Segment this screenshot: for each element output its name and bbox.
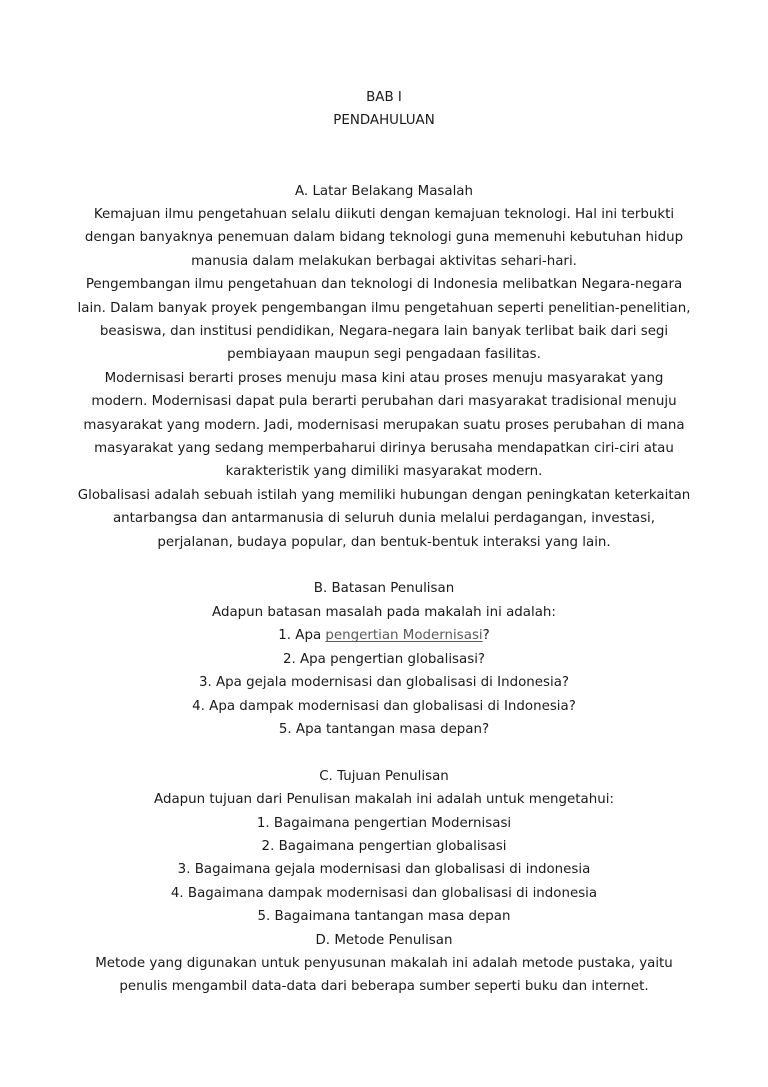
document-page (0, 86, 768, 999)
section-c-intro: Adapun tujuan dari Penulisan makalah ini adalah untuk mengetahui: (154, 792, 614, 808)
list-item (0, 624, 768, 647)
paragraph-line: antarbangsa dan antarmanusia di seluruh dunia melalui perdagangan, investasi, (112, 511, 656, 527)
paragraph-line: Modernisasi berarti proses menuju masa kini atau proses menuju masyarakat yang (104, 370, 664, 386)
chapter-title: PENDAHULUAN (333, 113, 435, 129)
paragraph-line: modern. Modernisasi dapat pula berarti perubahan dari masyarakat tradisional menuju (91, 394, 677, 410)
chapter-label: BAB I (366, 90, 402, 105)
paragraph-line: masyarakat yang sedang memperbaharui dirinya berusaha mendapatkan ciri-ciri atau (94, 441, 674, 457)
paragraph-line: penulis mengambil data-data dari beberapa sumber seperti buku dan internet. (119, 979, 649, 995)
list-item-prefix: 1. Apa (278, 628, 326, 644)
paragraph-line: beasiswa, dan institusi pendidikan, Negara-negara lain banyak terlibat baik dari segi (99, 324, 669, 340)
list-item: 5. Bagaimana tantangan masa depan (257, 909, 511, 925)
paragraph-line: karakteristik yang dimiliki masyarakat modern. (225, 464, 543, 480)
paragraph-line: Globalisasi adalah sebuah istilah yang memiliki hubungan dengan peningkatan keterkaitan (77, 487, 691, 503)
section-d-title: D. Metode Penulisan (315, 932, 453, 948)
paragraph-line: pembiayaan maupun segi pengadaan fasilitas. (227, 347, 541, 363)
paragraph-line: lain. Dalam banyak proyek pengembangan ilmu pengetahuan seperti penelitian-penelitian, (77, 300, 691, 316)
paragraph-line: manusia dalam melakukan berbagai aktivitas sehari-hari. (191, 253, 577, 269)
section-b-intro: Adapun batasan masalah pada makalah ini adalah: (212, 604, 556, 620)
paragraph-line: dengan banyaknya penemuan dalam bidang teknologi guna memenuhi kebutuhan hidup (84, 230, 684, 246)
list-item: 5. Apa tantangan masa depan? (278, 721, 490, 737)
list-item: 1. Bagaimana pengertian Modernisasi (256, 815, 512, 831)
section-c-title: C. Tujuan Penulisan (319, 768, 449, 784)
list-item: 2. Bagaimana pengertian globalisasi (261, 838, 507, 854)
paragraph-line: Kemajuan ilmu pengetahuan selalu diikuti dengan kemajuan teknologi. Hal ini terbukti (93, 207, 675, 222)
list-item: 4. Bagaimana dampak modernisasi dan globalisasi di indonesia (170, 885, 598, 901)
section-b-title: B. Batasan Penulisan (313, 581, 455, 597)
paragraph-line: masyarakat yang modern. Jadi, modernisasi merupakan suatu proses perubahan di mana (83, 417, 685, 433)
paragraph-line: perjalanan, budaya popular, dan bentuk-bentuk interaksi yang lain. (157, 534, 611, 550)
list-item: 3. Apa gejala modernisasi dan globalisasi di Indonesia? (198, 675, 570, 691)
list-item-suffix: ? (482, 628, 490, 644)
list-item: 3. Bagaimana gejala modernisasi dan globalisasi di indonesia (177, 862, 591, 878)
paragraph-line: Metode yang digunakan untuk penyusunan makalah ini adalah metode pustaka, yaitu (95, 955, 673, 971)
section-a-title: A. Latar Belakang Masalah (295, 183, 473, 199)
paragraph-line: Pengembangan ilmu pengetahuan dan teknologi di Indonesia melibatkan Negara-negara (85, 277, 683, 293)
pengertian-modernisasi-link[interactable]: pengertian Modernisasi (325, 628, 483, 644)
list-item: 2. Apa pengertian globalisasi? (282, 651, 486, 667)
list-item: 4. Apa dampak modernisasi dan globalisasi di Indonesia? (192, 698, 576, 714)
